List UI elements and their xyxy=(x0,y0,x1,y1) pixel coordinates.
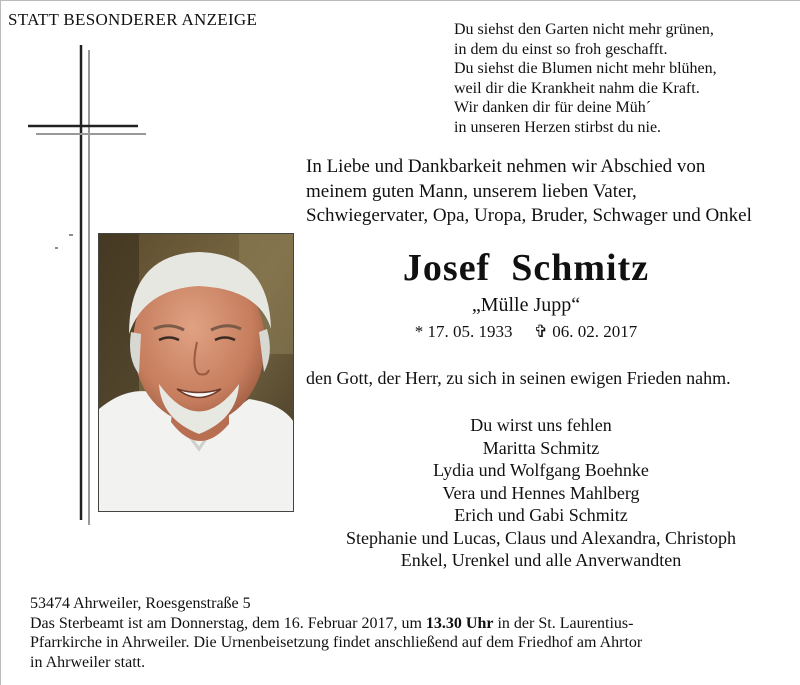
service-time: 13.30 Uhr xyxy=(425,614,494,632)
service-line: Pfarrkirche in Ahrweiler. Die Urnenbeisetzung findet anschließend auf dem Friedhof am Ahrtor xyxy=(30,634,643,651)
mourner-line: Vera und Hennes Mahlberg xyxy=(442,482,640,503)
poem-line: in unseren Herzen stirbst du nie. xyxy=(454,118,662,136)
mourner-line: Erich und Gabi Schmitz xyxy=(454,505,628,525)
frame-top xyxy=(0,0,800,1)
poem-line: in dem du einst so froh geschafft. xyxy=(454,40,668,58)
deceased-name: Josef Schmitz xyxy=(402,247,650,289)
life-dates xyxy=(306,322,746,342)
poem xyxy=(454,20,717,137)
mourner-line: Enkel, Urenkel und alle Anverwandten xyxy=(400,550,682,570)
header-notice: STATT BESONDERER ANZEIGE xyxy=(8,10,258,29)
intro-text xyxy=(306,155,752,229)
service-details xyxy=(30,594,642,672)
service-line xyxy=(30,614,642,634)
poem-line: Du siehst die Blumen nicht mehr blühen, xyxy=(454,60,717,77)
death-cross-icon: ✞ xyxy=(533,322,548,341)
intro-line: meinem guten Mann, unserem lieben Vater, xyxy=(306,180,637,202)
portrait-photo xyxy=(98,233,294,512)
service-text: in der St. Laurentius- xyxy=(493,614,634,632)
mourner-line: Lydia und Wolfgang Boehnke xyxy=(433,460,649,480)
mourner-line: Maritta Schmitz xyxy=(482,437,600,458)
deceased-nickname: „Mülle Jupp“ xyxy=(471,294,581,316)
poem-line: Wir danken dir für deine Müh´ xyxy=(454,99,652,116)
birth-date: * 17. 05. 1933 xyxy=(414,322,513,341)
intro-line: Schwiegervater, Opa, Uropa, Bruder, Schwager und Onkel xyxy=(306,205,752,226)
mourner-line: Du wirst uns fehlen xyxy=(470,415,612,435)
mourner-line: Stephanie und Lucas, Claus und Alexandra, Christoph xyxy=(346,527,736,548)
intro-line: In Liebe und Dankbarkeit nehmen wir Abschied von xyxy=(306,156,706,177)
poem-line: Du siehst den Garten nicht mehr grünen, xyxy=(454,21,714,38)
service-line: in Ahrweiler statt. xyxy=(30,653,146,671)
closing-text: den Gott, der Herr, zu sich in seinen ewigen Frieden nahm. xyxy=(306,368,731,388)
death-date: 06. 02. 2017 xyxy=(552,322,638,341)
address: 53474 Ahrweiler, Roesgenstraße 5 xyxy=(30,595,251,612)
poem-line: weil dir die Krankheit nahm die Kraft. xyxy=(454,79,700,97)
mourners-list xyxy=(306,414,776,572)
portrait-image xyxy=(99,234,294,512)
service-text: Das Sterbeamt ist am Donnerstag, dem 16. Februar 2017, um xyxy=(30,614,426,632)
